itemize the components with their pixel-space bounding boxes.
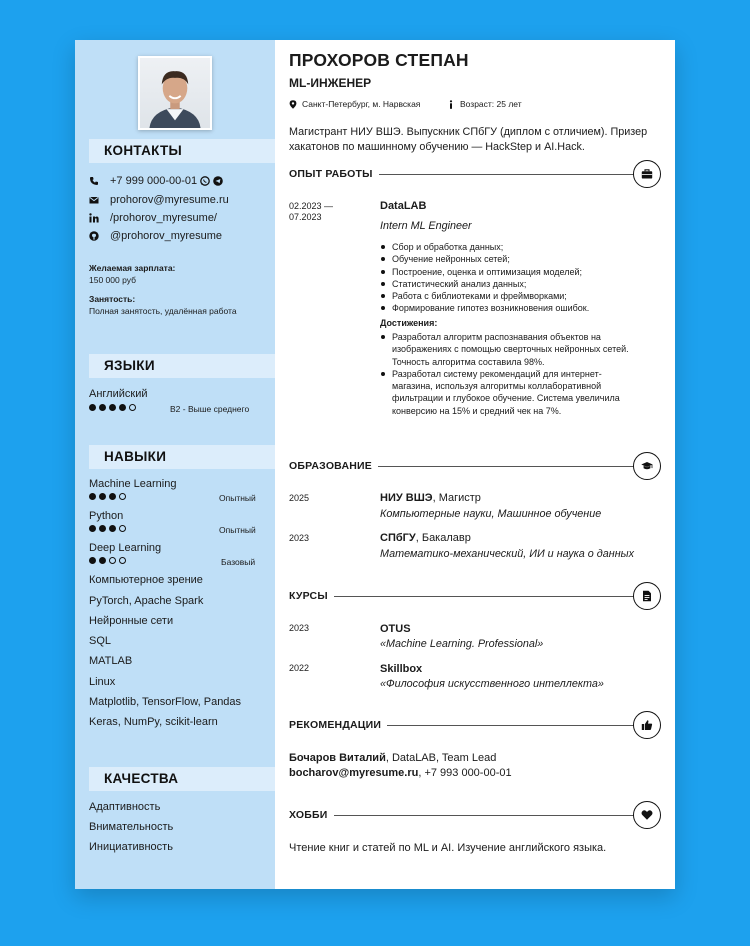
contact-github	[89, 229, 222, 243]
info-icon	[447, 100, 455, 109]
degree: , Бакалавр	[415, 532, 471, 544]
education-title: ОБРАЗОВАНИЕ	[289, 460, 378, 472]
location	[289, 99, 420, 109]
divider	[289, 815, 635, 816]
salary-value: 150 000 руб	[89, 275, 136, 285]
employment-label: Занятость:	[89, 294, 136, 304]
phone-text[interactable]: +7 999 000-00-01	[110, 175, 198, 187]
resume-page	[75, 40, 675, 889]
skill-name: Machine Learning	[89, 478, 177, 490]
skill-item: Linux	[89, 676, 116, 688]
recommender-email[interactable]: bocharov@myresume.ru	[289, 767, 419, 779]
quality-item: Инициативность	[89, 841, 173, 853]
recommender	[289, 752, 496, 764]
rating-dot-filled	[109, 404, 116, 411]
rating-dot-filled	[99, 404, 106, 411]
salary-label: Желаемая зарплата:	[89, 263, 176, 273]
age	[447, 99, 522, 109]
duty-item: Сбор и обработка данных;	[380, 241, 630, 253]
recommender-phone[interactable]: , +7 993 000-00-01	[418, 767, 512, 779]
rating-dot-filled	[89, 525, 96, 532]
divider	[289, 596, 635, 597]
sidebar	[75, 40, 275, 889]
main-content	[275, 40, 675, 889]
hobbies-text: Чтение книг и статей по ML и AI. Изучение английского языка.	[289, 842, 607, 854]
rating-dot-filled	[119, 404, 126, 411]
rating-dot-filled	[89, 404, 96, 411]
course-year: 2022	[289, 663, 310, 673]
rating-dot-empty	[119, 493, 126, 500]
hobbies-title: ХОББИ	[289, 809, 334, 821]
candidate-name: ПРОХОРОВ СТЕПАН	[289, 50, 469, 70]
document-icon	[633, 582, 661, 610]
skill-rating	[89, 493, 126, 500]
briefcase-icon	[633, 160, 661, 188]
school-name: НИУ ВШЭ	[380, 492, 433, 504]
quality-item: Адаптивность	[89, 801, 161, 813]
course-name: «Философия искусственного интеллекта»	[380, 678, 604, 690]
skill-name: Deep Learning	[89, 542, 162, 554]
skill-item: Keras, NumPy, scikit-learn	[89, 716, 218, 728]
qualities-heading: КАЧЕСТВА	[89, 767, 275, 791]
summary: Магистрант НИУ ВШЭ. Выпускник СПбГУ (диплом с отличием). Призер хакатонов по машинному обучению — HackStep и AI.Hack.	[289, 126, 648, 153]
profile-photo	[138, 56, 212, 130]
contacts-heading: КОНТАКТЫ	[89, 139, 275, 163]
company-name: DataLAB	[380, 200, 427, 212]
skill-level: Опытный	[219, 525, 256, 535]
email-link[interactable]: prohorov@myresume.ru	[110, 194, 229, 206]
skill-item: MATLAB	[89, 655, 133, 667]
skill-item: PyTorch, Apache Spark	[89, 595, 204, 607]
quality-item: Внимательность	[89, 821, 174, 833]
degree: , Магистр	[432, 492, 481, 504]
skill-item: SQL	[89, 635, 112, 647]
course-name: «Machine Learning. Professional»	[380, 638, 544, 650]
achievement-item: Разработал алгоритм распознавания объектов на изображениях с помощью сверточных нейронных сетей. Точность алгоритма составила 98%.	[380, 331, 630, 368]
employment-value: Полная занятость, удалённая работа	[89, 306, 237, 316]
location-pin-icon	[289, 100, 297, 109]
skill-level: Базовый	[221, 557, 256, 567]
education-field: Математико-механический, ИИ и наука о данных	[380, 548, 634, 560]
language-level: B2 - Выше среднего	[170, 404, 250, 414]
rating-dot-filled	[89, 557, 96, 564]
rating-dot-empty	[129, 404, 136, 411]
rating-dot-filled	[99, 525, 106, 532]
school-name: СПбГУ	[380, 532, 416, 544]
skill-level: Опытный	[219, 493, 256, 503]
contact-linkedin	[89, 211, 217, 225]
recommender-contacts	[289, 767, 512, 779]
rating-dot-filled	[109, 493, 116, 500]
contact-phone	[89, 174, 223, 188]
linkedin-link[interactable]: /prohorov_myresume/	[110, 212, 217, 224]
skill-item: Нейронные сети	[89, 615, 174, 627]
experience-date-to: 07.2023	[289, 212, 322, 222]
github-icon	[89, 231, 99, 241]
education-school	[380, 532, 471, 544]
education-field: Компьютерные науки, Машинное обучение	[380, 508, 602, 520]
location-text: Санкт-Петербург, м. Нарвская	[302, 99, 421, 109]
recommender-role: , DataLAB, Team Lead	[385, 752, 497, 764]
education-year: 2023	[289, 533, 310, 543]
envelope-icon	[89, 195, 99, 205]
job-title: ML-ИНЖЕНЕР	[289, 76, 372, 90]
phone-icon	[89, 176, 99, 186]
duty-item: Формирование гипотез возникновения ошибок.	[380, 302, 630, 314]
duty-item: Работа с библиотеками и фреймворками;	[380, 290, 630, 302]
language-rating	[89, 404, 136, 411]
hobbies-section-header	[289, 801, 661, 829]
telegram-icon[interactable]	[213, 176, 223, 186]
whatsapp-icon[interactable]	[200, 176, 210, 186]
experience-section-header	[289, 160, 661, 188]
recommender-name: Бочаров Виталий	[289, 752, 386, 764]
linkedin-icon	[89, 213, 99, 223]
languages-heading: ЯЗЫКИ	[89, 354, 275, 378]
rating-dot-empty	[109, 557, 116, 564]
recommendations-title: РЕКОМЕНДАЦИИ	[289, 719, 387, 731]
skill-rating	[89, 525, 126, 532]
thumbs-up-icon	[633, 711, 661, 739]
recommendations-section-header	[289, 711, 661, 739]
duty-item: Построение, оценка и оптимизация моделей;	[380, 266, 630, 278]
skill-item: Компьютерное зрение	[89, 574, 203, 586]
experience-date-from: 02.2023 —	[289, 201, 334, 211]
course-year: 2023	[289, 623, 310, 633]
age-text: Возраст: 25 лет	[460, 99, 522, 109]
rating-dot-filled	[109, 525, 116, 532]
rating-dot-empty	[119, 525, 126, 532]
duty-item: Статистический анализ данных;	[380, 278, 630, 290]
skills-heading: НАВЫКИ	[89, 445, 275, 469]
language-name: Английский	[89, 388, 148, 400]
rating-dot-filled	[89, 493, 96, 500]
contact-email	[89, 193, 229, 207]
achievements-list	[380, 331, 630, 417]
education-year: 2025	[289, 493, 310, 503]
duty-item: Обучение нейронных сетей;	[380, 253, 630, 265]
rating-dot-filled	[99, 493, 106, 500]
skill-name: Python	[89, 510, 124, 522]
skill-item: Matplotlib, TensorFlow, Pandas	[89, 696, 242, 708]
experience-title: ОПЫТ РАБОТЫ	[289, 168, 379, 180]
heart-icon	[633, 801, 661, 829]
achievements-label: Достижения:	[380, 318, 438, 328]
rating-dot-empty	[119, 557, 126, 564]
achievement-item: Разработал систему рекомендаций для интернет-магазина, используя алгоритмы коллаборативной фильтрации и глубокое обучение. Система увеличила конверсию на 15% и средний чек на 7%.	[380, 368, 630, 417]
education-section-header	[289, 452, 661, 480]
courses-section-header	[289, 582, 661, 610]
graduation-cap-icon	[633, 452, 661, 480]
course-provider: Skillbox	[380, 663, 423, 675]
courses-title: КУРСЫ	[289, 590, 334, 602]
position-title: Intern ML Engineer	[380, 220, 472, 232]
github-link[interactable]: @prohorov_myresume	[110, 230, 223, 242]
skill-rating	[89, 557, 126, 564]
education-school	[380, 492, 481, 504]
course-provider: OTUS	[380, 623, 411, 635]
rating-dot-filled	[99, 557, 106, 564]
duties-list	[380, 241, 630, 315]
